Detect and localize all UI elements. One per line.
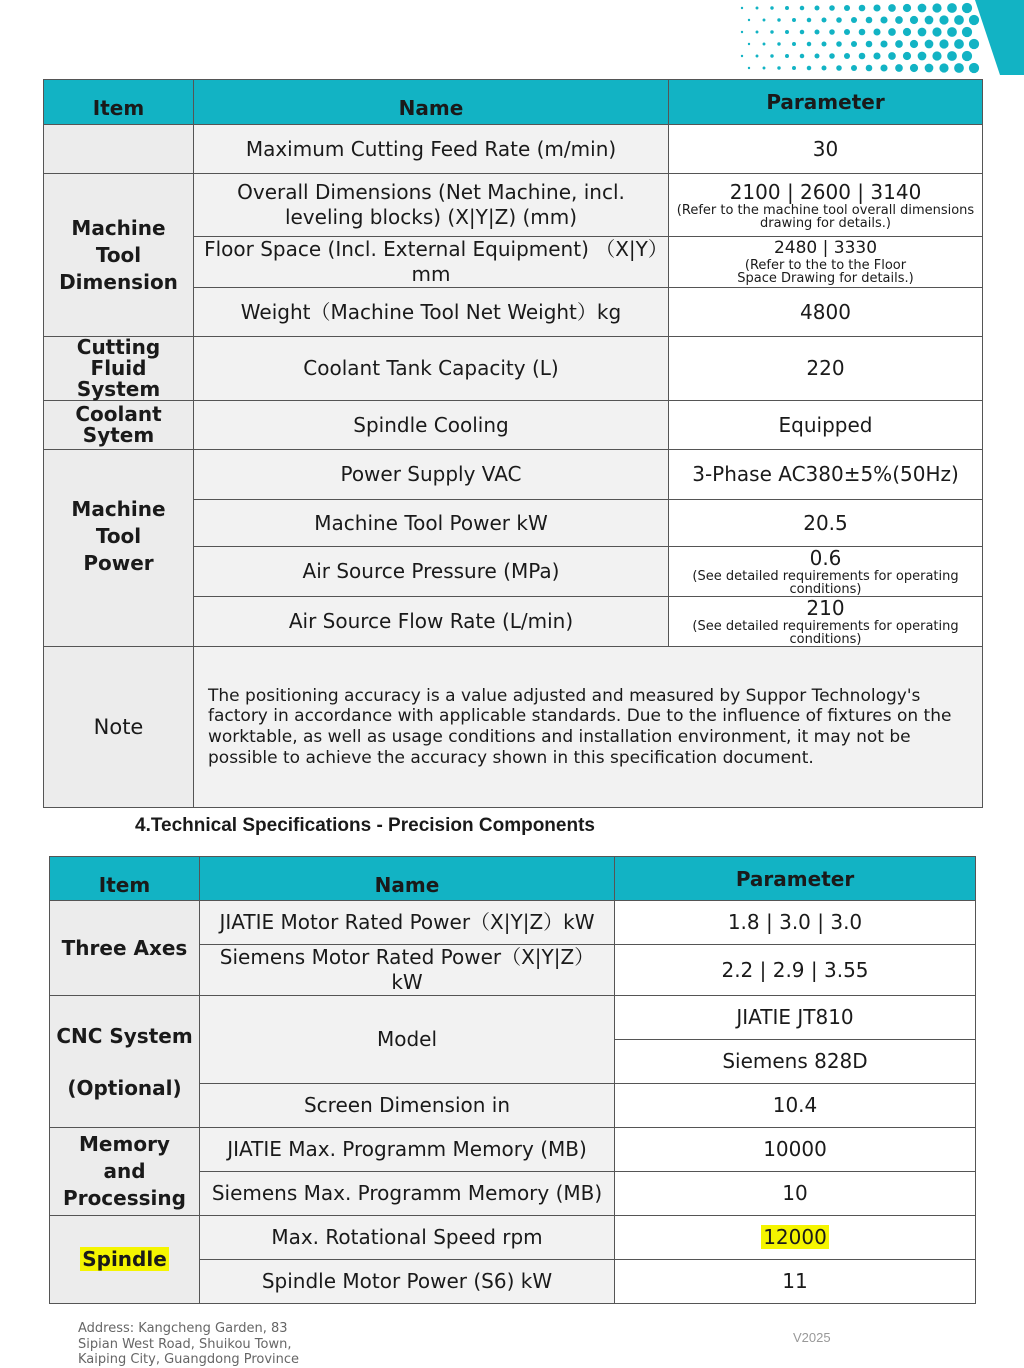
category-coolant: Coolant Sytem	[44, 401, 194, 450]
decorative-dot	[829, 53, 835, 59]
decorative-dot	[748, 67, 750, 69]
decorative-dot	[888, 4, 896, 12]
header-parameter: Parameter	[615, 857, 976, 901]
decorative-dot	[918, 52, 927, 61]
spec-value: Siemens 828D	[615, 1040, 976, 1084]
decorative-dot	[836, 41, 842, 47]
decorative-dot	[741, 55, 743, 57]
decorative-dot	[836, 65, 842, 71]
spec-value: 3-Phase AC380±5%(50Hz)	[669, 450, 983, 500]
decorative-dot	[777, 18, 780, 21]
table-row	[44, 125, 983, 174]
address-line: Kaiping City, Guangdong Province	[78, 1352, 300, 1368]
decorative-dot	[925, 40, 934, 49]
decorative-dot	[866, 41, 873, 48]
spec-value: 10.4	[615, 1084, 976, 1128]
decorative-dot	[851, 17, 857, 23]
decorative-dot	[741, 31, 743, 33]
table-row	[50, 901, 976, 945]
empty-category-cell	[44, 125, 194, 174]
spec-value-highlighted: 12000	[763, 1225, 827, 1249]
spec-name: Overall Dimensions (Net Machine, incl. leveling blocks) (X|Y|Z) (mm)	[194, 174, 669, 237]
decorative-dot	[763, 19, 766, 22]
decorative-dot	[814, 5, 819, 10]
spec-value: 20.5	[669, 500, 983, 547]
category-line: CNC System	[56, 1023, 193, 1048]
decorative-dot	[777, 66, 780, 69]
category-cutting-fluid: Cutting Fluid System	[44, 337, 194, 401]
category-line: Processing	[63, 1186, 186, 1210]
decorative-dot	[910, 64, 918, 72]
decorative-dot	[785, 6, 789, 10]
category-machine-tool-power	[44, 450, 194, 647]
decorative-dot	[859, 29, 866, 36]
decorative-dot	[851, 65, 857, 71]
category-line: Dimension	[59, 269, 178, 294]
decorative-dot	[770, 54, 773, 57]
decorative-dot	[918, 4, 927, 13]
spec-value: 2480 | 3330	[773, 238, 878, 259]
decorative-dot	[947, 3, 957, 13]
company-address	[78, 1321, 338, 1368]
decorative-dot	[954, 39, 964, 49]
decorative-dot	[800, 30, 805, 35]
decorative-dot	[844, 53, 850, 59]
spec-value: 210	[806, 596, 845, 620]
decorative-dot	[873, 52, 880, 59]
table-row	[44, 174, 983, 237]
table-row	[44, 401, 983, 450]
decorative-dot	[910, 16, 918, 24]
decorative-dot	[777, 42, 780, 45]
decorative-dot	[821, 17, 826, 22]
table-row	[44, 450, 983, 500]
decorative-dot	[954, 63, 964, 73]
decorative-dot	[880, 16, 887, 23]
decorative-dot	[792, 18, 796, 22]
decorative-dot	[925, 64, 934, 73]
decorative-dot	[859, 53, 866, 60]
decorative-dot	[903, 52, 911, 60]
decorative-dot	[962, 51, 972, 61]
decorative-dot	[836, 17, 842, 23]
decorative-dot	[770, 6, 773, 9]
decorative-dot	[925, 16, 934, 25]
spec-value: 4800	[669, 288, 983, 337]
category-machine-tool-dimension	[44, 174, 194, 337]
decorative-dot	[895, 16, 903, 24]
section-heading: 4.Technical Specifications - Precision Components	[135, 815, 595, 836]
decorative-dot	[903, 4, 911, 12]
machine-spec-table	[43, 79, 983, 808]
category-line: Machine	[71, 215, 166, 240]
decorative-dot	[859, 5, 866, 12]
note-label: Note	[44, 647, 194, 808]
table-row	[44, 337, 983, 401]
decorative-dot	[792, 66, 796, 70]
spec-value-note: (See detailed requirements for operating conditions)	[692, 569, 959, 597]
decorative-dot	[969, 15, 979, 25]
spec-value-cell	[669, 547, 983, 597]
decorative-dot	[748, 43, 750, 45]
spec-name: Screen Dimension in	[200, 1084, 615, 1128]
header-item: Item	[44, 80, 194, 125]
decorative-dot	[814, 53, 819, 58]
decorative-dot	[814, 29, 819, 34]
category-line: Machine	[71, 497, 166, 521]
decorative-dots-graphic	[0, 0, 1024, 75]
category-spindle	[50, 1216, 200, 1304]
spec-value: 11	[615, 1260, 976, 1304]
address-line: Sipian West Road, Shuikou Town,	[78, 1336, 292, 1352]
decorative-dot	[888, 28, 896, 36]
decorative-dot	[947, 27, 957, 37]
decorative-dot	[880, 64, 887, 71]
decorative-dot	[866, 65, 873, 72]
spec-value-cell	[615, 1216, 976, 1260]
spec-value: JIATIE JT810	[615, 996, 976, 1040]
decorative-dot	[770, 30, 773, 33]
decorative-dot	[844, 5, 850, 11]
decorative-dot	[895, 40, 903, 48]
spec-name: Air Source Pressure (MPa)	[194, 547, 669, 597]
decorative-dot	[969, 63, 979, 73]
decorative-dot	[785, 30, 789, 34]
spec-name: Spindle Motor Power (S6) kW	[200, 1260, 615, 1304]
spec-name: Siemens Max. Programm Memory (MB)	[200, 1172, 615, 1216]
note-row	[44, 647, 983, 808]
spec-name: Weight（Machine Tool Net Weight）kg	[194, 288, 669, 337]
spec-value: 2.2 | 2.9 | 3.55	[615, 945, 976, 996]
table-row	[50, 1216, 976, 1260]
decorative-dot	[800, 54, 805, 59]
decorative-dot	[807, 42, 812, 47]
decorative-dot	[756, 55, 759, 58]
spec-value: 30	[669, 125, 983, 174]
decorative-dot	[821, 41, 826, 46]
decorative-dot	[763, 67, 766, 70]
note-text: The positioning accuracy is a value adjusted and measured by Suppor Technology's factory in accordance with applicable standards. Due to the influence of fixtures on the worktable, as well as usage conditions and installation environment, it may not be possible to achieve the accuracy shown in this specification document.	[194, 647, 983, 808]
spec-name: Spindle Cooling	[194, 401, 669, 450]
decorative-dot	[829, 29, 835, 35]
category-line: Tool	[95, 524, 142, 548]
decorative-dot	[844, 29, 850, 35]
table-row	[50, 996, 976, 1040]
spec-name: JIATIE Max. Programm Memory (MB)	[200, 1128, 615, 1172]
decorative-dot	[932, 3, 941, 12]
spec-value: Equipped	[669, 401, 983, 450]
spec-value-cell	[669, 174, 983, 237]
decorative-dot	[932, 51, 941, 60]
decorative-dot	[962, 27, 972, 37]
spec-value: 10000	[615, 1128, 976, 1172]
spec-name: Machine Tool Power kW	[194, 500, 669, 547]
decorative-dot	[821, 65, 826, 70]
spec-value-cell	[669, 237, 983, 288]
decorative-dot	[763, 43, 766, 46]
header-parameter: Parameter	[669, 80, 983, 125]
decorative-dot	[829, 5, 835, 11]
decorative-dot	[962, 3, 972, 13]
spec-value: 10	[615, 1172, 976, 1216]
header-name: Name	[194, 80, 669, 125]
precision-components-table	[49, 856, 976, 1304]
spec-value-note: (See detailed requirements for operating conditions)	[692, 619, 959, 647]
decorative-dot	[741, 7, 743, 9]
decorative-dot	[947, 51, 957, 61]
decorative-dot	[866, 17, 873, 24]
spec-name: Max. Rotational Speed rpm	[200, 1216, 615, 1260]
spec-value: 1.8 | 3.0 | 3.0	[615, 901, 976, 945]
category-line: Tool	[95, 242, 142, 267]
category-line: (Optional)	[67, 1075, 182, 1100]
spec-value: 0.6	[809, 546, 842, 570]
decorative-dot	[792, 42, 796, 46]
spec-name: Power Supply VAC	[194, 450, 669, 500]
category-line: Memory and	[79, 1132, 170, 1183]
decorative-dot	[969, 39, 979, 49]
category-three-axes: Three Axes	[50, 901, 200, 996]
decorative-dot	[807, 66, 812, 71]
header-item: Item	[50, 857, 200, 901]
category-spindle-label: Spindle	[82, 1247, 167, 1271]
spec-name: JIATIE Motor Rated Power（X|Y|Z）kW	[200, 901, 615, 945]
spec-value-note: (Refer to the to the Floor Space Drawing for details.)	[737, 257, 914, 286]
decorative-dot	[939, 15, 948, 24]
decorative-dot	[888, 52, 896, 60]
spec-name: Model	[200, 996, 615, 1084]
table-header-row	[44, 80, 983, 125]
spec-value-note: (Refer to the machine tool overall dimensions drawing for details.)	[676, 202, 975, 231]
decorative-dot	[918, 28, 927, 37]
version-label: V2025	[793, 1330, 831, 1345]
category-memory-processing	[50, 1128, 200, 1216]
decorative-dot	[880, 40, 887, 47]
spec-name: Siemens Motor Rated Power（X|Y|Z）kW	[200, 945, 615, 996]
decorative-dot	[748, 19, 750, 21]
decorative-dot	[807, 18, 812, 23]
spec-name: Floor Space (Incl. External Equipment) （X|Y）mm	[194, 237, 669, 288]
spec-value: 2100 | 2600 | 3140	[729, 179, 922, 204]
spec-value: 220	[669, 337, 983, 401]
decorative-dot	[873, 28, 880, 35]
decorative-dot	[800, 6, 805, 11]
table-header-row	[50, 857, 976, 901]
decorative-dot	[939, 63, 948, 72]
decorative-dot	[939, 39, 948, 48]
decorative-dot	[910, 40, 918, 48]
spec-name: Maximum Cutting Feed Rate (m/min)	[194, 125, 669, 174]
decorative-dot	[954, 15, 964, 25]
decorative-dot	[785, 54, 789, 58]
spec-name: Coolant Tank Capacity (L)	[194, 337, 669, 401]
category-line: Power	[83, 551, 154, 575]
decorative-dot	[932, 27, 941, 36]
category-cnc-system	[50, 996, 200, 1128]
header-name: Name	[200, 857, 615, 901]
decorative-dot	[903, 28, 911, 36]
decorative-dot	[851, 41, 857, 47]
decorative-dot	[756, 31, 759, 34]
spec-name: Air Source Flow Rate (L/min)	[194, 597, 669, 647]
spec-value-cell	[669, 597, 983, 647]
decorative-dot	[873, 4, 880, 11]
decorative-dot	[895, 64, 903, 72]
table-row	[50, 1128, 976, 1172]
decorative-dot	[756, 7, 759, 10]
address-line: Address: Kangcheng Garden, 83	[78, 1321, 288, 1336]
